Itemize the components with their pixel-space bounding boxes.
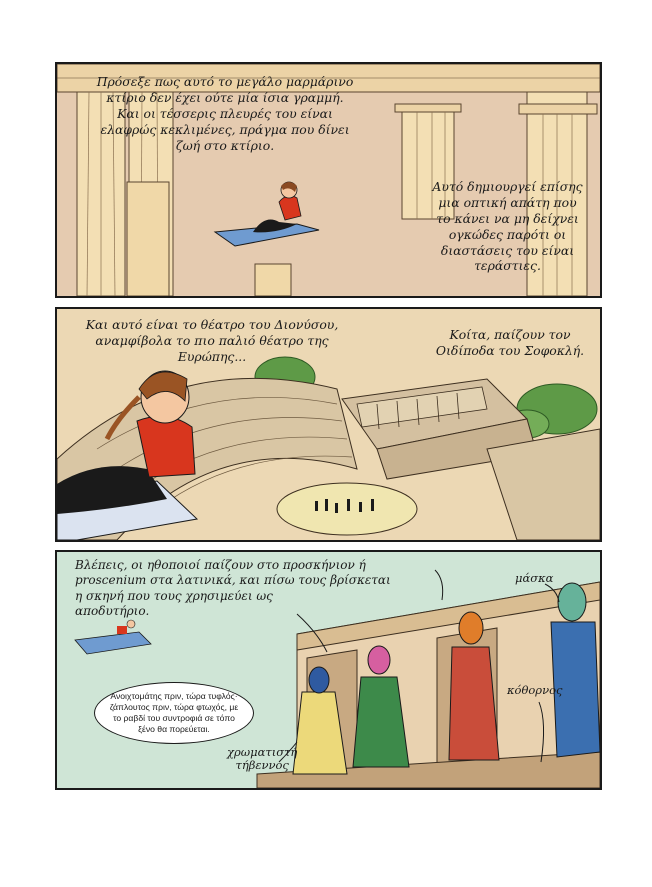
caption-theatre-of-dionysus: Και αυτό είναι το θέατρο του Διονύσου, αναμφίβολα το πιο παλιό θέατρο της Ευρώπης...: [85, 317, 339, 364]
flying-carpet-girl: [215, 182, 319, 246]
panel-proscenium: [55, 550, 602, 790]
small-carpet-girl: [75, 620, 151, 654]
panel-theatre-of-dionysus: [55, 307, 602, 542]
caption-optical-illusion: Αυτό δημιουργεί επίσης μια οπτική απάτη που το κάνει να μη δείχνει ογκώδες παρότι οι διαστάσεις του είναι τεράστιες.: [432, 179, 583, 274]
caption-oedipus: Κοίτα, παίζουν τον Οιδίποδα του Σοφοκλή.: [435, 327, 585, 358]
caption-proscenium: Βλέπεις, οι ηθοποιοί παίζουν στο προσκήνιον ή proscenium στα λατινικά, και πίσω τους βρίσκεται η σκηνή που τους χρησιμεύει ως αποδυτήριο.: [75, 558, 391, 619]
label-mask: μάσκα: [515, 571, 554, 585]
label-tebennos: χρωματιστή τήβεννος: [227, 745, 298, 773]
label-kothornos: κόθορνος: [507, 683, 563, 697]
panel-parthenon: [55, 62, 602, 298]
orchestra: [277, 483, 417, 535]
speech-bubble: Ανοιχτομάτης πριν, τώρα τυφλός· ζάπλουτος πριν, τώρα φτωχός, με το ραβδί του συντροφιά σε τόπο ξένο θα πορεύεται.: [94, 682, 254, 744]
caption-parthenon-lines: Πρόσεξε πως αυτό το μεγάλο μαρμάρινο κτίριο δεν έχει ούτε μία ίσια γραμμή. Και οι τέσσερις πλευρές του είναι ελαφρώς κεκλιμένες, πράγμα που δίνει ζωή στο κτίριο.: [96, 74, 354, 153]
